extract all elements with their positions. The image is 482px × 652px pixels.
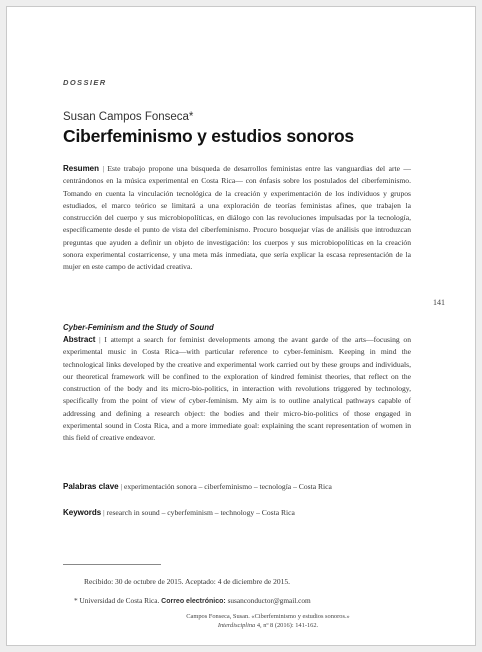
page-number: 141 (433, 298, 445, 307)
footnote-affiliation: Universidad de Costa Rica. (79, 596, 160, 605)
separator: | (102, 164, 104, 173)
keywords-es-text: experimentación sonora – ciberfeminismo – tecnología – Costa Rica (123, 482, 332, 491)
citation-details: 4, nº 8 (2016): 141-162. (256, 621, 319, 629)
keywords-en-label: Keywords (63, 508, 102, 517)
document-page (6, 6, 476, 646)
footnote-marker: * (74, 596, 78, 605)
footnote-divider (63, 564, 161, 565)
citation-line-1: Campos Fonseca, Susan. «Ciberfeminismo y estudios sonoros.» (186, 613, 350, 620)
separator: | (103, 508, 105, 517)
section-label: DOSSIER (63, 78, 107, 87)
abstract-english (63, 334, 411, 445)
keywords-es-label: Palabras clave (63, 482, 119, 491)
abstract-en-text: I attempt a search for feminist developments among the avant garde of the arts—focusing on experimental music in Costa Rica—with particular reference to cyber-feminism. Keeping in mind the technological links developed by the creative and experimental work carried out by these groups and individuals, our theoretical framework will be confined to the exploration of kindred feminist theories, that reflect on the construction of the body and its micro-bio-politics, in interaction with revolutions triggered by technology, specifically from the point of view of cyber-feminism. My aim is to outline analytical pathways capable of addressing and defining a research object: the bodies and their micro-bio-politics of those engaged in experimental sound in Costa Rica, and a more immediate goal: explaining the scant representation of women in this field of creative endeavor. (63, 335, 411, 443)
article-title: Ciberfeminismo y estudios sonoros (63, 126, 354, 146)
footnote-email-label: Correo electrónico: (161, 598, 226, 605)
citation-line-2 (143, 622, 393, 631)
keywords-en-text: research in sound – cyberfeminism – technology – Costa Rica (106, 508, 295, 517)
keywords-english (63, 508, 411, 517)
citation-journal: Interdisciplina (217, 621, 256, 629)
separator: | (120, 482, 123, 491)
received-dates: Recibido: 30 de octubre de 2015. Aceptado: 4 de diciembre de 2015. (84, 577, 290, 586)
abstract-es-text: Este trabajo propone una búsqueda de desarrollos feministas entre las vanguardias del arte —centrándonos en la música experimental en Costa Rica— con énfasis sobre los postulados del ciberfeminismo. Tomando en cuenta la vinculación tecnológica de la creación y experimentación de los individuos y grupos estudiados, el marco teórico se limitará a una exploración de teorías feministas afines, que trabajen la construcción del cuerpo y sus microbiopolíticas, en diálogo con las revoluciones impulsadas por la tecnología, específicamente desde el punto de vista del ciberfeminismo. Procuro bosquejar vías de análisis que introduzcan preguntas que ayuden a definir un objeto de investigación: los cuerpos y sus microbiopolíticas en la creación sonora experimental costarricense, y una meta más inmediata, que sería explicar la escasa representación de la mujer en este campo de actividad creativa. (63, 164, 411, 272)
author-email: susanconductor@gmail.com (227, 596, 311, 605)
author-footnote (74, 596, 311, 605)
abstract-es-label: Resumen (63, 164, 100, 173)
abstract-spanish (63, 163, 411, 274)
separator: | (99, 335, 101, 344)
author-name: Susan Campos Fonseca* (63, 111, 194, 123)
keywords-spanish (63, 482, 411, 491)
abstract-en-label: Abstract (63, 335, 96, 344)
citation (143, 613, 393, 630)
english-title: Cyber-Feminism and the Study of Sound (63, 323, 214, 332)
